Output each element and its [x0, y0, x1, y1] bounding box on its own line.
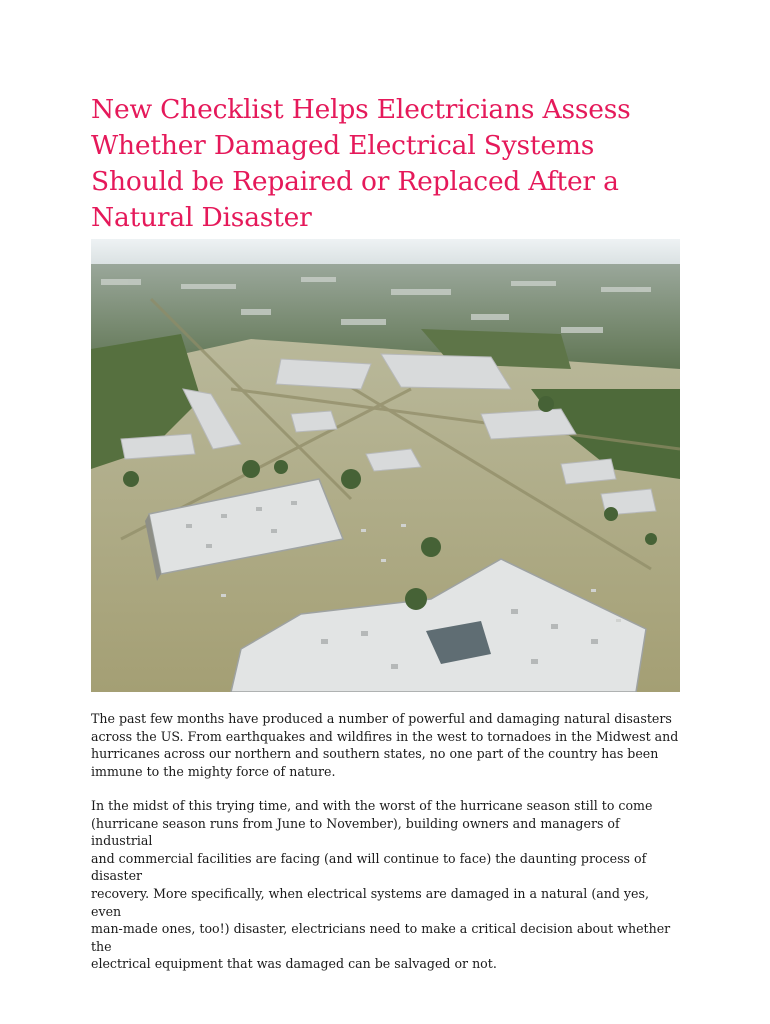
flooded-city-aerial-photo [91, 239, 680, 692]
article-title: New Checklist Helps Electricians Assess Whether Damaged Electrical Systems Should be Repaired or Replaced After a Natural Disaster [91, 94, 631, 233]
article-paragraph: In the midst of this trying time, and with the worst of the hurricane season still to come (hurricane season runs from June to November), building owners and managers of industrial and commercial facilities are facing (and will continue to face) the daunting process of disaster recovery. More specifically, when electrical systems are damaged in a natural (and yes, even man-made ones, too!) disaster, electricians need to make a critical decision about whether the electrical equipment that was damaged can be salvaged or not. [91, 798, 671, 972]
article-paragraph: The past few months have produced a number of powerful and damaging natural disasters across the US. From earthquakes and wildfires in the west to tornadoes in the Midwest and hurricanes across our northern and southern states, no one part of the country has been immune to the mighty force of nature. [91, 711, 679, 779]
